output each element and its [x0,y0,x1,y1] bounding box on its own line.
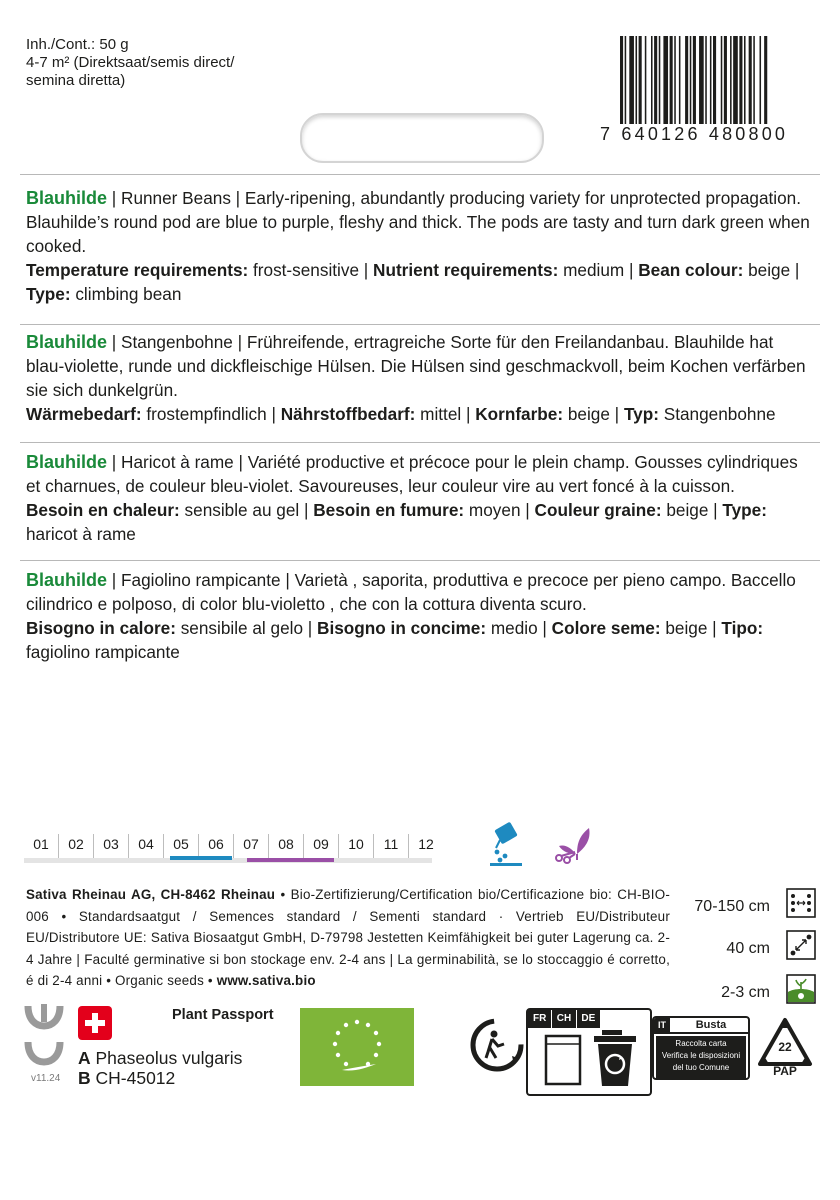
material-title: Busta [695,1019,727,1031]
prop-label: Kornfarbe: [475,404,564,424]
description-en [26,186,816,306]
disposal-line-1: Raccolta carta [675,1039,727,1048]
plant-passport-title: Plant Passport [172,1007,274,1023]
sowing-period-bar [170,856,232,860]
triman-box [526,1008,652,1096]
disposal-instructions [656,1036,746,1078]
prop-label: Besoin en chaleur: [26,500,180,520]
direct-sowing-icon [488,822,524,866]
description-text: | Runner Beans | Early-ripening, abundantly producing variety for unprotected propagation. Blauhilde’s round pod are blue to purple, fleshy and thick. The pods are tasty and turn dark green when cooked. [26,188,810,256]
divider [20,442,820,443]
country-tag-ch: CH [551,1010,575,1028]
prop-label: Wärmebedarf: [26,404,142,424]
prop-label: Tipo: [721,618,764,638]
description-text: | Stangenbohne | Frühreifende, ertragreiche Sorte für den Freilandanbau. Blauhilde hat blau-violette, runde und dickfleischige Hülsen. Die Hülsen sind geschmackvoll, beim Kochen verfärben sie sich dunkelgrün. [26,332,806,400]
month-label: 10 [339,834,374,858]
eu-organic-logo-icon [300,1008,414,1086]
contents-area-cont: semina diretta) [26,72,126,89]
passport-line-b [78,1068,175,1089]
company-text: • Bio-Zertifizierung/Certification bio/Certificazione bio: CH-BIO-006 • Standardsaatgut / Semences standard / Sementi standard · Vertrieb EU/Distributeur EU/Distributore UE: Sativa Biosaatgut GmbH, D-79798 Jestetten Keimfähigkeit bei guter Lagerung ca. 2-4 Jahre | Faculté germinative si bon stockage env. 2-4 ans | La germinabilità, se lo stoccaggio é corretto, é di 2-4 anni • Organic seeds • [26,887,670,988]
sowing-depth-icon [786,974,816,1004]
prop-value: medium | [558,260,639,280]
row-spacing-label: 70-150 cm [694,898,770,915]
passport-operator-code: CH-45012 [90,1068,176,1088]
prop-label: Bisogno in calore: [26,618,176,638]
country-tag-de: DE [576,1010,600,1028]
month-label: 06 [199,834,234,858]
prop-value: mittel | [415,404,476,424]
pap-label: PAP [773,1064,797,1078]
prop-value: sensible au gel | [179,500,314,520]
description-fr [26,450,816,546]
contents-area: 4-7 m² (Direktsaat/semis direct/ [26,54,235,71]
paper-bin-icon [592,1028,638,1088]
version-label: v11.24 [31,1073,61,1084]
harvest-period-bar [247,858,334,862]
country-tags [528,1010,600,1028]
prop-value: beige | [743,260,800,280]
divider [20,560,820,561]
passport-letter-b: B [78,1068,91,1088]
prop-label: Temperature requirements: [26,260,249,280]
prop-value: medio | [486,618,552,638]
month-label: 08 [269,834,304,858]
passport-botanical-name: Phaseolus vulgaris [90,1048,243,1068]
divider [20,324,820,325]
italian-disposal-box [652,1016,750,1080]
month-label: 02 [59,834,94,858]
description-de [26,330,816,426]
month-label: 04 [129,834,164,858]
prop-label: Nährstoffbedarf: [280,404,416,424]
prop-value: Stangenbohne [658,404,776,424]
divider [654,1032,748,1034]
prop-label: Typ: [623,404,659,424]
row-spacing-icon [786,888,816,918]
website-link[interactable]: www.sativa.bio [216,973,316,988]
description-text: | Fagiolino rampicante | Varietà , saporita, produttiva e precoce per pieno campo. Baccello cilindrico e polposo, di color blu-violetto , che con la cottura diventa scuro. [26,570,796,614]
contents-info [26,36,286,90]
prop-value: sensibile al gelo | [175,618,318,638]
contents-weight: Inh./Cont.: 50 g [26,36,129,53]
prop-value: beige | [660,618,722,638]
plant-spacing-icon [786,930,816,960]
prop-label: Colore seme: [551,618,661,638]
prop-label: Couleur graine: [534,500,662,520]
month-label: 03 [94,834,129,858]
description-it [26,568,816,664]
disposal-line-2: Verifica le disposizioni [661,1051,741,1060]
prop-label: Type: [26,284,71,304]
prop-value: fagiolino rampicante [26,642,180,662]
company-name: Sativa Rheinau AG, CH-8462 Rheinau [26,887,276,902]
month-label: 01 [24,834,59,858]
tidyman-recycle-icon [470,1018,524,1072]
prop-label: Bean colour: [638,260,744,280]
description-text: | Haricot à rame | Variété productive et précoce pour le plein champ. Gousses cylindriques et charnues, de couleur bleu-violet. Savoureuses, leur couleur vire au vert foncé à la cuisson. [26,452,798,496]
prop-value: frostempfindlich | [141,404,281,424]
barcode [618,36,818,124]
country-tag-fr: FR [532,1013,547,1024]
paper-bag-icon [544,1034,582,1086]
passport-line-a [78,1048,242,1069]
variety-name: Blauhilde [26,570,108,590]
prop-value: frost-sensitive | [248,260,374,280]
company-info [26,884,670,992]
month-calendar [24,834,443,858]
variety-name: Blauhilde [26,452,108,472]
country-tag-it: IT [654,1018,670,1032]
seed-logo-icon [24,1000,64,1072]
divider [20,174,820,175]
disposal-line-3: del tuo Comune [672,1063,730,1072]
harvest-icon [553,824,599,864]
prop-value: moyen | [464,500,535,520]
variety-name: Blauhilde [26,188,108,208]
prop-value: beige | [661,500,723,520]
prop-value: haricot à rame [26,524,136,544]
prop-label: Bisogno in concime: [317,618,487,638]
barcode-number: 7 640126 480800 [600,124,789,144]
month-label: 05 [164,834,199,858]
hang-hole [300,113,544,163]
swiss-flag-icon [78,1006,112,1040]
month-label: 12 [418,836,434,852]
prop-label: Nutrient requirements: [373,260,559,280]
month-label: 07 [234,834,269,858]
plant-spacing-label: 40 cm [726,940,770,957]
month-label: 09 [304,834,339,858]
sowing-depth-label: 2-3 cm [721,984,770,1001]
prop-value: climbing bean [70,284,182,304]
pap-number: 22 [778,1040,792,1054]
prop-value: beige | [563,404,624,424]
prop-label: Besoin en fumure: [313,500,465,520]
month-label: 11 [374,834,409,858]
prop-label: Type: [722,500,767,520]
variety-name: Blauhilde [26,332,108,352]
passport-letter-a: A [78,1048,91,1068]
